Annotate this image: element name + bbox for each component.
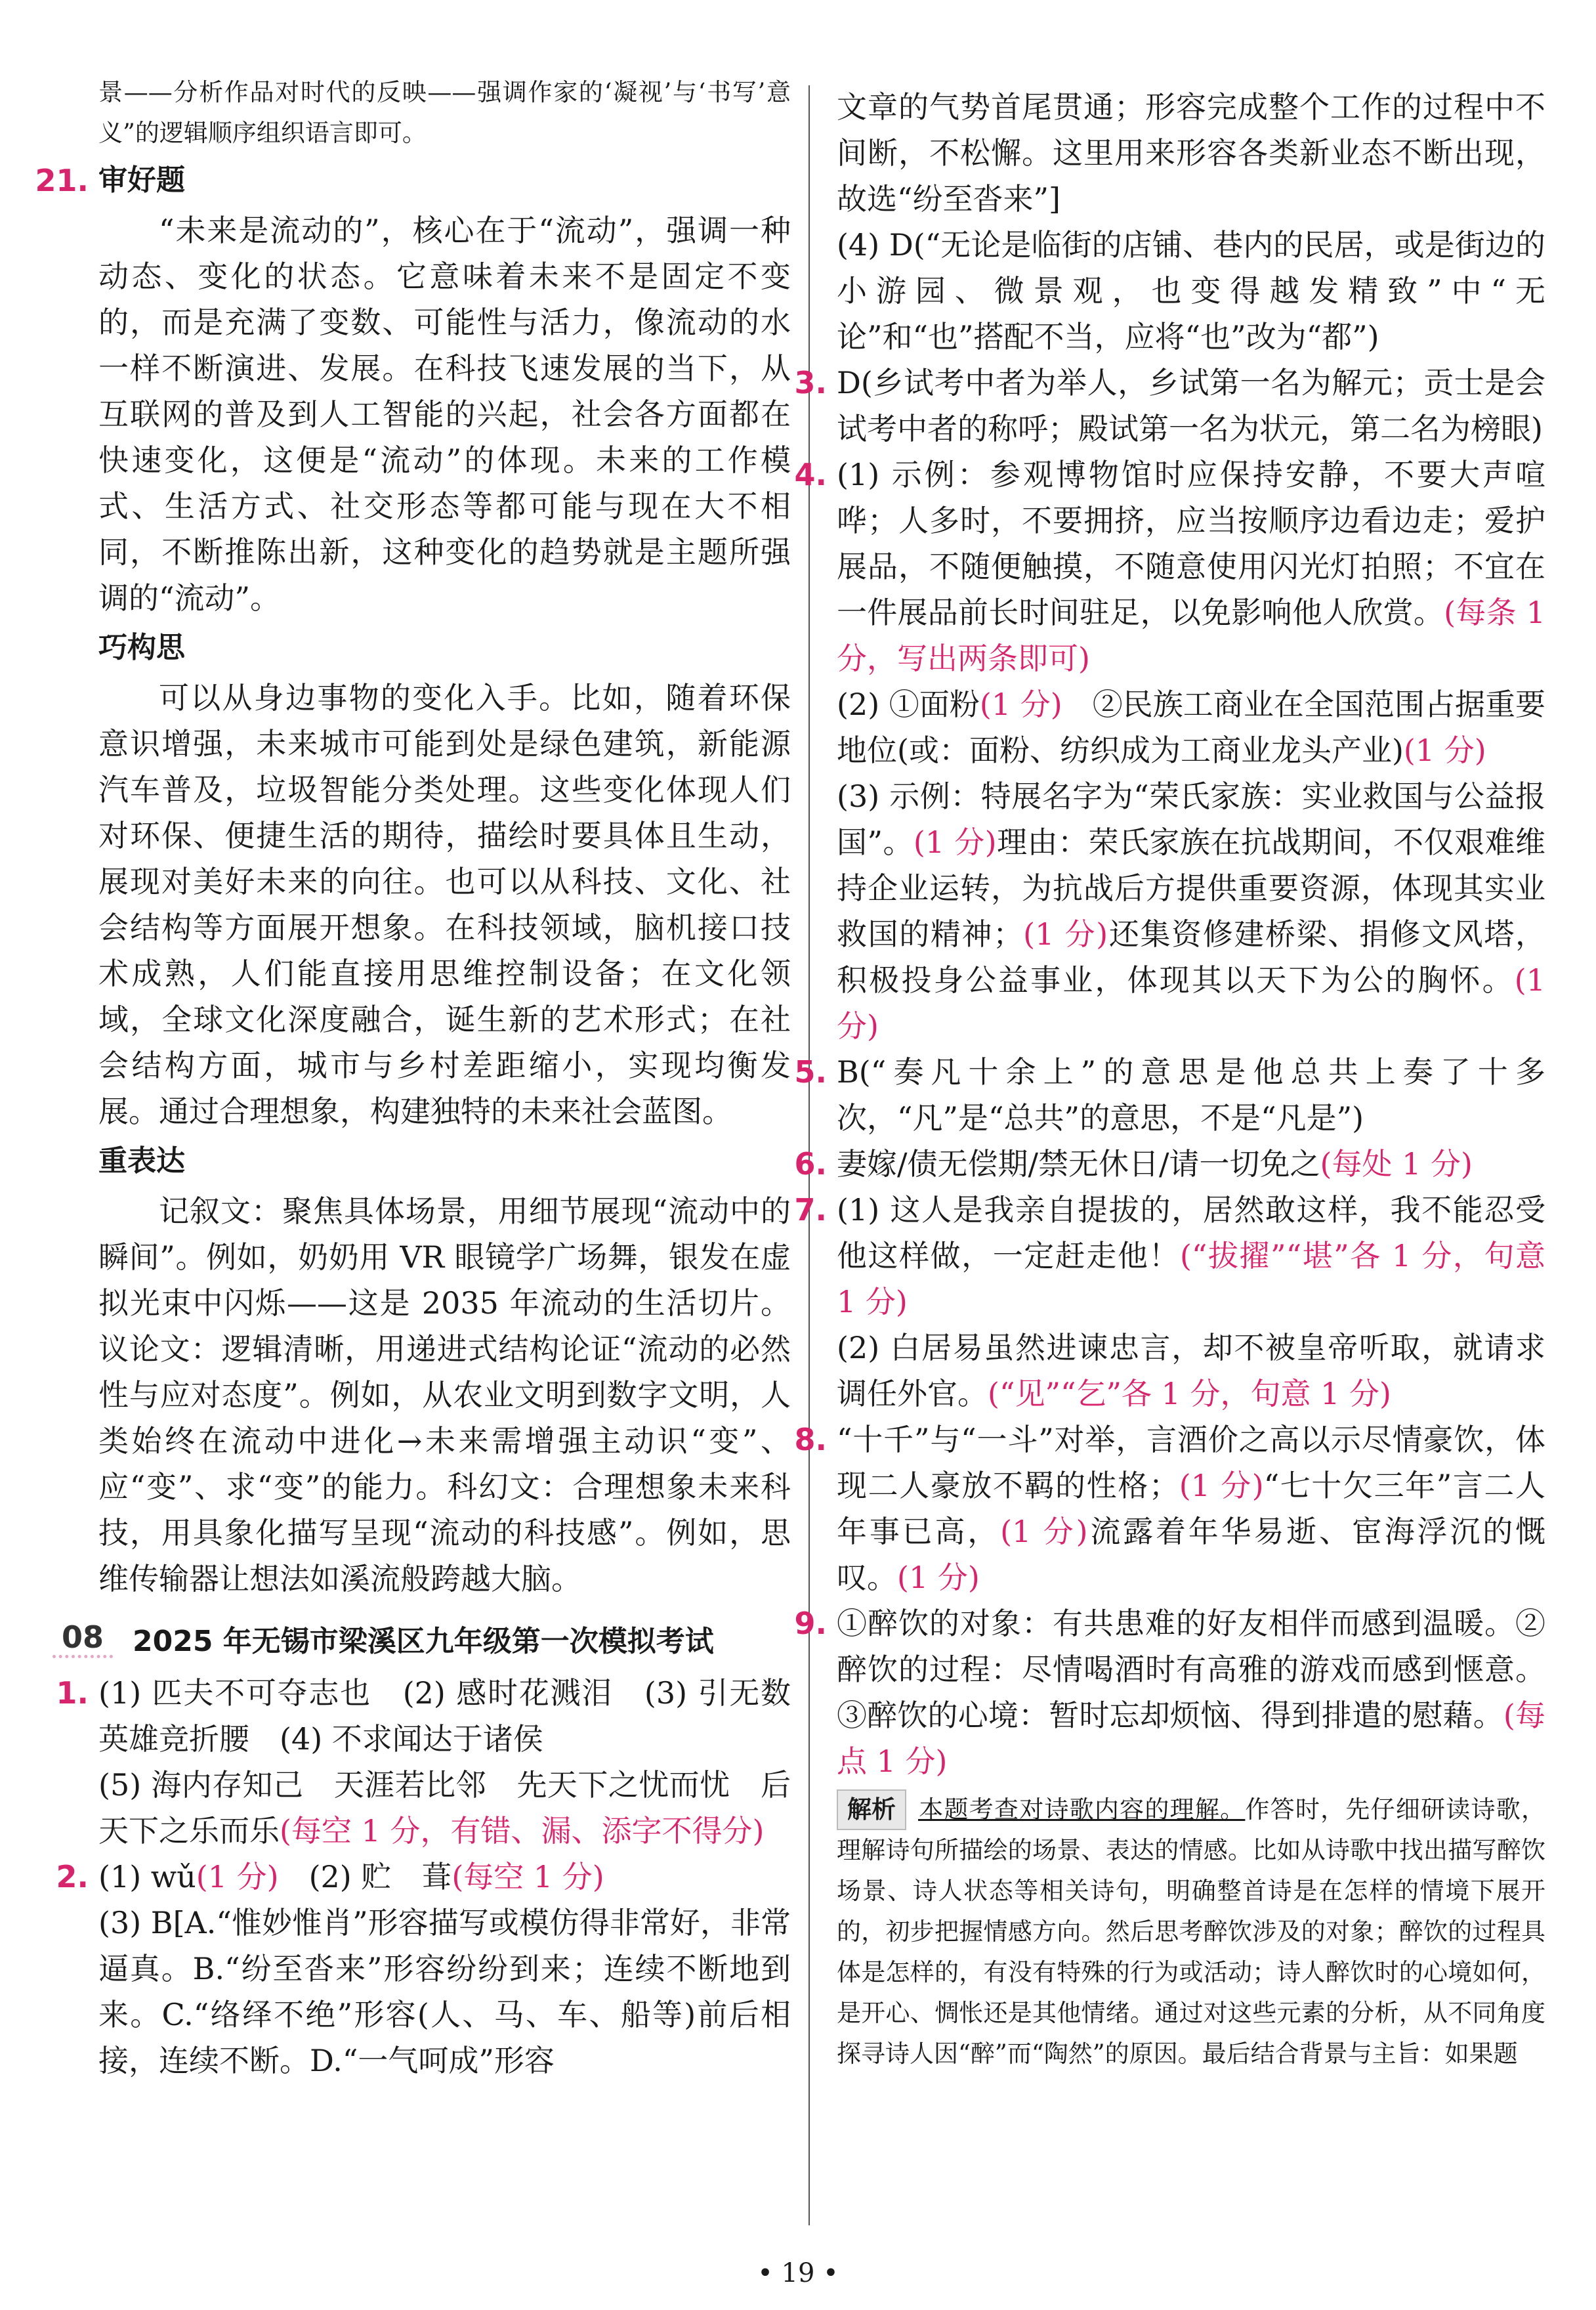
question-2 — [56, 1854, 791, 2084]
paragraph: 文章的气势首尾贯通；形容完成整个工作的过程中不间断，不松懈。这里用来形容各类新业态不断出现，故选“纷至沓来”] — [837, 89, 1545, 217]
right-column — [794, 84, 1546, 2074]
question-number: 8. — [794, 1422, 827, 1457]
question-number: 7. — [794, 1192, 827, 1228]
analysis-tag: 解析 — [837, 1789, 906, 1830]
subheading-qiaogousi: 巧构思 — [98, 631, 185, 664]
paragraph: 可以从身边事物的变化入手。比如，随着环保意识增强，未来城市可能到处是绿色建筑，新能源汽车普及，垃圾智能分类处理。这些变化体现人们对环保、便捷生活的期待，描绘时要具体且生动，展现对美好未来的向往。也可以从科技、文化、社会结构等方面展开想象。在科技领域，脑机接口技术成熟，人们能直接用思维控制设备；在文化领域，全球文化深度融合，诞生新的艺术形式；在社会结构方面，城市与乡村差距缩小，实现均衡发展。通过合理想象，构建独特的未来社会蓝图。 — [98, 680, 791, 1129]
answer-line: D(乡试考中者为举人，乡试第一名为解元；贡士是会试考中者的称呼；殿试第一名为状元，第二名为榜眼) — [837, 365, 1545, 446]
answer-line: (1) 示例：参观博物馆时应保持安静，不要大声喧哗；人多时，不要拥挤，应当按顺序边看边走；爱护展品，不随便触摸，不随意使用闪光灯拍照；不宜在一件展品前长时间驻足，以免影响他人欣赏。(每条 1 分，写出两条即可) — [837, 457, 1546, 676]
score-note: (1 分) — [897, 1560, 980, 1595]
score-note: (每空 1 分，有错、漏、添字不得分) — [280, 1813, 765, 1849]
answer-line: (2) 白居易虽然进谏忠言，却不被皇帝听取，就请求调任外官。(“见”“乞”各 1 分，句意 1 分) — [837, 1330, 1545, 1411]
paragraph: “未来是流动的”，核心在于“流动”，强调一种动态、变化的状态。它意味着未来不是固定不变的，而是充满了变数、可能性与活力，像流动的水一样不断演进、发展。在科技飞速发展的当下，从互联网的普及到人工智能的兴起，社会各方面都在快速变化，这便是“流动”的体现。未来的工作模式、生活方式、社交形态等都可能与现在大不相同，不断推陈出新，这种变化的趋势就是主题所强调的“流动”。 — [98, 213, 791, 616]
question-5 — [794, 1049, 1545, 1141]
question-9 — [794, 1600, 1545, 2074]
intro-continuation: 景——分析作品对时代的反映——强调作家的‘凝视’与‘书写’意义”的逻辑顺序组织语言即可。 — [98, 78, 791, 147]
question-number: 4. — [794, 457, 827, 492]
subheading-shenhaoti: 审好题 — [98, 163, 185, 197]
question-number: 6. — [794, 1146, 827, 1182]
subheading-zhongbiaoda: 重表达 — [98, 1144, 185, 1178]
section-title: 2025 年无锡市梁溪区九年级第一次模拟考试 — [133, 1625, 714, 1658]
score-note: (1 分) — [1179, 1468, 1264, 1503]
score-note: (1 分) — [1403, 733, 1486, 768]
score-note: (每处 1 分) — [1320, 1146, 1473, 1182]
score-note: (1 分) — [1000, 1514, 1088, 1549]
answer-line: (3) B[A.“惟妙惟肖”形容描写或模仿得非常好，非常逼真。B.“纷至沓来”形容纷纷到来；连续不断地到来。C.“络绎不绝”形容(人、马、车、船等)前后相接，连续不断。D.“一气呵成”形容 — [98, 1905, 791, 2078]
score-note: (每条 1 分，写出两条即可) — [837, 595, 1546, 676]
score-note: (“见”“乞”各 1 分，句意 1 分) — [988, 1376, 1391, 1411]
answer-line: (5) 海内存知己 天涯若比邻 先天下之忧而忧 后天下之乐而乐(每空 1 分，有错、漏、添字不得分) — [98, 1767, 791, 1849]
score-note: (1 分) — [979, 687, 1062, 722]
question-number: 3. — [794, 365, 827, 400]
answer-line: (1) 匹夫不可夺志也 (2) 感时花溅泪 (3) 引无数英雄竞折腰 (4) 不求闻达于诸侯 — [98, 1675, 791, 1757]
question-6 — [794, 1141, 1545, 1187]
score-note: (1 分) — [1023, 916, 1108, 952]
score-note: (1 分) — [913, 824, 997, 860]
question-21 — [35, 158, 791, 1602]
answer-line: (3) 示例：特展名字为“荣氏家族：实业救国与公益报国”。(1 分)理由：荣氏家族在抗战期间，不仅艰难维持企业运转，为抗战后方提供重要资源，体现其实业救国的精神；(1 分)还集资修建桥梁、捐修文风塔，积极投身公益事业，体现其以天下为公的胸怀。(1 分) — [837, 779, 1546, 1044]
answer-line: (2) ①面粉(1 分) ②民族工商业在全国范围占据重要地位(或：面粉、纺织成为工商业龙头产业)(1 分) — [837, 687, 1546, 768]
question-7 — [794, 1187, 1545, 1417]
question-number: 9. — [794, 1606, 827, 1641]
question-number: 2. — [56, 1859, 89, 1894]
question-number: 5. — [794, 1054, 827, 1090]
left-column — [35, 72, 791, 2084]
answer-line: 妻嫁/债无偿期/禁无休日/请一切免之(每处 1 分) — [837, 1146, 1473, 1182]
analysis-lead: 本题考查对诗歌内容的理解。 — [918, 1795, 1246, 1824]
analysis-body: 作答时，先仔细研读诗歌，理解诗句所描绘的场景、表达的情感。比如从诗歌中找出描写醉饮场景、诗人状态等相关诗句，明确整首诗是在怎样的情境下展开的，初步把握情感方向。然后思考醉饮涉及的对象；醉饮的过程具体是怎样的，有没有特殊的行为或活动；诗人醉饮时的心境如何，是开心、惆怅还是其他情绪。通过对这些元素的分析，从不同角度探寻诗人因“醉”而“陶然”的原因。最后结合背景与主旨：如果题 — [837, 1795, 1545, 2068]
score-note: (1 分) — [837, 962, 1545, 1044]
answer-line: “十千”与“一斗”对举，言酒价之高以示尽情豪饮，体现二人豪放不羁的性格；(1 分)“七十欠三年”言二人年事已高，(1 分)流露着年华易逝、宦海浮沉的慨叹。(1 分) — [837, 1422, 1546, 1595]
question-number: 1. — [56, 1675, 89, 1711]
answer-line: (1) wǔ(1 分) (2) 贮 葺(每空 1 分) — [98, 1859, 604, 1894]
section-number: 08 — [52, 1619, 113, 1658]
paragraph: 记叙文：聚焦具体场景，用细节展现“流动中的瞬间”。例如，奶奶用 VR 眼镜学广场舞，银发在虚拟光束中闪烁——这是 2035 年流动的生活切片。议论文：逻辑清晰，用递进式结构论证“流动的必然性与应对态度”。例如，从农业文明到数字文明，人类始终在流动中进化→未来需增强主动识“变”、应“变”、求“变”的能力。科幻文：合理想象未来科技，用具象化描写呈现“流动的科技感”。例如，思维传输器让想法如溪流般跨越大脑。 — [98, 1193, 791, 1596]
score-note: (“拔擢”“堪”各 1 分，句意 1 分) — [837, 1238, 1545, 1319]
section-heading — [52, 1617, 791, 1659]
question-number: 21. — [35, 163, 89, 198]
score-note: (每点 1 分) — [837, 1698, 1545, 1779]
score-note: (每空 1 分) — [452, 1859, 604, 1894]
answer-line: (1) 这人是我亲自提拔的，居然敢这样，我不能忍受他这样做，一定赶走他！(“拔擢”“堪”各 1 分，句意 1 分) — [837, 1192, 1545, 1319]
score-note: (1 分) — [196, 1859, 279, 1894]
answer-line: B(“奏凡十余上”的意思是他总共上奏了十多次，“凡”是“总共”的意思，不是“凡是”) — [837, 1054, 1545, 1136]
page-number: • 19 • — [757, 2258, 839, 2288]
question-4 — [794, 452, 1546, 1049]
analysis — [837, 1789, 1545, 2074]
question-8 — [794, 1417, 1546, 1600]
question-3 — [794, 360, 1545, 452]
answer-line: ①醉饮的对象：有共患难的好友相伴而感到温暖。②醉饮的过程：尽情喝酒时有高雅的游戏而感到惬意。③醉饮的心境：暂时忘却烦恼、得到排遣的慰藉。(每点 1 分) — [837, 1606, 1545, 1779]
answer-line: (4) D(“无论是临街的店铺、巷内的民居，或是街边的小游园、微景观，也变得越发精致”中“无论”和“也”搭配不当，应将“也”改为“都”) — [837, 227, 1545, 354]
question-1 — [56, 1670, 791, 1854]
